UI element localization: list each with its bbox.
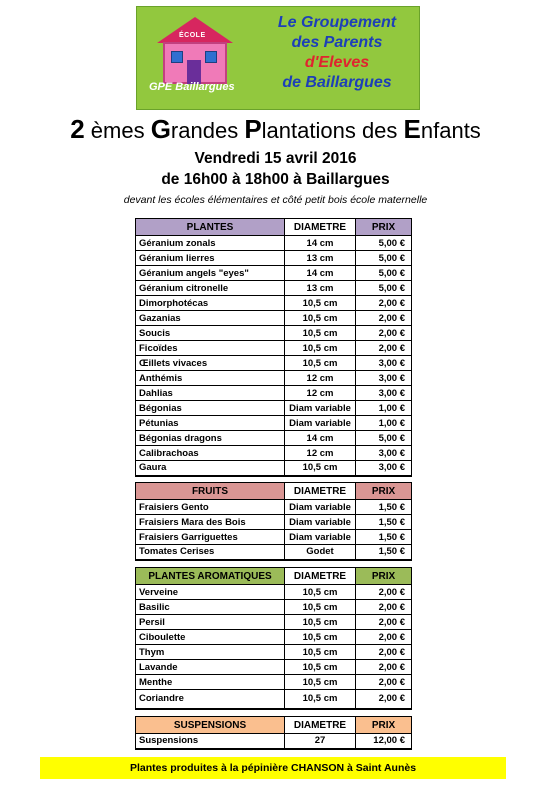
item-price: 2,00 € [356, 296, 412, 311]
category-header: FRUITS [136, 483, 285, 500]
item-name: Dimorphotécas [136, 296, 285, 311]
table-row [136, 600, 412, 615]
item-price: 1,00 € [356, 401, 412, 416]
table-row [136, 690, 412, 709]
table-row [136, 675, 412, 690]
table-row [136, 296, 412, 311]
item-diameter: Diam variable [285, 515, 356, 530]
item-price: 2,00 € [356, 311, 412, 326]
item-name: Basilic [136, 600, 285, 615]
item-price: 2,00 € [356, 341, 412, 356]
item-diameter: 10,5 cm [285, 326, 356, 341]
item-price: 2,00 € [356, 690, 412, 709]
item-diameter: 10,5 cm [285, 690, 356, 709]
table-row [136, 545, 412, 560]
item-name: Géranium angels "eyes" [136, 266, 285, 281]
table-row [136, 585, 412, 600]
item-name: Fraisiers Garriguettes [136, 530, 285, 545]
item-price: 3,00 € [356, 371, 412, 386]
table-row [136, 500, 412, 515]
item-diameter: 10,5 cm [285, 296, 356, 311]
event-time: de 16h00 à 18h00 à Baillargues [161, 171, 390, 188]
item-name: Tomates Cerises [136, 545, 285, 560]
item-name: Lavande [136, 660, 285, 675]
logo-line-2: des Parents [291, 34, 383, 51]
item-diameter: 10,5 cm [285, 615, 356, 630]
item-name: Coriandre [136, 690, 285, 709]
item-price: 2,00 € [356, 660, 412, 675]
table-header [136, 483, 412, 500]
item-name: Fraisiers Mara des Bois [136, 515, 285, 530]
item-price: 5,00 € [356, 266, 412, 281]
table-row [136, 660, 412, 675]
item-name: Ficoïdes [136, 341, 285, 356]
table-header [136, 568, 412, 585]
table-row [136, 236, 412, 251]
table-row [136, 530, 412, 545]
item-diameter: 27 [285, 734, 356, 749]
item-diameter: 12 cm [285, 386, 356, 401]
item-name: Gaura [136, 461, 285, 476]
item-diameter: 10,5 cm [285, 341, 356, 356]
table-row [136, 356, 412, 371]
item-price: 12,00 € [356, 734, 412, 749]
page-title: 2 èmes Grandes Plantations des Enfants [70, 114, 481, 144]
item-price: 3,00 € [356, 461, 412, 476]
item-name: Géranium zonals [136, 236, 285, 251]
item-price: 1,50 € [356, 530, 412, 545]
item-diameter: 10,5 cm [285, 461, 356, 476]
item-diameter: 14 cm [285, 431, 356, 446]
item-price: 5,00 € [356, 431, 412, 446]
item-diameter: 14 cm [285, 236, 356, 251]
fruits-table [135, 482, 412, 561]
item-price: 3,00 € [356, 386, 412, 401]
table-row [136, 431, 412, 446]
item-price: 2,00 € [356, 615, 412, 630]
item-name: Soucis [136, 326, 285, 341]
item-diameter: Diam variable [285, 401, 356, 416]
item-price: 1,50 € [356, 500, 412, 515]
item-name: Dahlias [136, 386, 285, 401]
logo-badge: GPE Baillargues [149, 81, 235, 93]
aromatiques-table [135, 567, 412, 710]
item-name: Menthe [136, 675, 285, 690]
item-name: Bégonias dragons [136, 431, 285, 446]
diametre-header: DIAMETRE [285, 568, 356, 585]
table-row [136, 386, 412, 401]
table-row [136, 461, 412, 476]
table-row [136, 371, 412, 386]
item-diameter: Diam variable [285, 416, 356, 431]
school-sign: ÉCOLE [179, 32, 206, 39]
item-price: 1,50 € [356, 515, 412, 530]
item-name: Bégonias [136, 401, 285, 416]
table-header [136, 219, 412, 236]
item-diameter: 10,5 cm [285, 356, 356, 371]
item-price: 2,00 € [356, 326, 412, 341]
diametre-header: DIAMETRE [285, 483, 356, 500]
item-diameter: Diam variable [285, 530, 356, 545]
category-header: PLANTES AROMATIQUES [136, 568, 285, 585]
item-diameter: Diam variable [285, 500, 356, 515]
item-diameter: 13 cm [285, 281, 356, 296]
item-name: Thym [136, 645, 285, 660]
table-row [136, 630, 412, 645]
item-name: Géranium citronelle [136, 281, 285, 296]
logo-line-1: Le Groupement [277, 14, 397, 31]
table-row [136, 401, 412, 416]
table-row [136, 251, 412, 266]
item-price: 5,00 € [356, 251, 412, 266]
logo-line-4: de Baillargues [282, 74, 392, 91]
item-diameter: 12 cm [285, 371, 356, 386]
suspensions-table [135, 716, 412, 750]
item-diameter: 10,5 cm [285, 660, 356, 675]
item-price: 3,00 € [356, 446, 412, 461]
item-diameter: 10,5 cm [285, 630, 356, 645]
item-name: Fraisiers Gento [136, 500, 285, 515]
prix-header: PRIX [356, 568, 412, 585]
table-row [136, 341, 412, 356]
table-row [136, 416, 412, 431]
item-name: Géranium lierres [136, 251, 285, 266]
category-header: PLANTES [136, 219, 285, 236]
prix-header: PRIX [356, 219, 412, 236]
item-diameter: 10,5 cm [285, 311, 356, 326]
item-name: Verveine [136, 585, 285, 600]
item-price: 2,00 € [356, 675, 412, 690]
item-price: 2,00 € [356, 630, 412, 645]
event-location: devant les écoles élémentaires et côté petit bois école maternelle [123, 194, 428, 206]
table-row [136, 615, 412, 630]
table-row [136, 281, 412, 296]
item-diameter: 10,5 cm [285, 600, 356, 615]
item-diameter: 12 cm [285, 446, 356, 461]
category-header: SUSPENSIONS [136, 717, 285, 734]
table-header [136, 717, 412, 734]
item-price: 1,50 € [356, 545, 412, 560]
plantes-table [135, 218, 412, 477]
item-name: Anthémis [136, 371, 285, 386]
prix-header: PRIX [356, 483, 412, 500]
diametre-header: DIAMETRE [285, 219, 356, 236]
table-row [136, 515, 412, 530]
item-diameter: 10,5 cm [285, 585, 356, 600]
item-name: Ciboulette [136, 630, 285, 645]
table-row [136, 446, 412, 461]
item-price: 2,00 € [356, 585, 412, 600]
item-price: 5,00 € [356, 281, 412, 296]
item-price: 1,00 € [356, 416, 412, 431]
item-name: Suspensions [136, 734, 285, 749]
gpe-logo [136, 6, 420, 110]
item-price: 2,00 € [356, 600, 412, 615]
item-price: 3,00 € [356, 356, 412, 371]
item-diameter: Godet [285, 545, 356, 560]
table-row [136, 311, 412, 326]
item-price: 2,00 € [356, 645, 412, 660]
item-name: Gazanias [136, 311, 285, 326]
diametre-header: DIAMETRE [285, 717, 356, 734]
footer-banner: Plantes produites à la pépinière CHANSON à Saint Aunès [40, 757, 506, 779]
table-row [136, 645, 412, 660]
item-name: Persil [136, 615, 285, 630]
logo-line-3: d'Eleves [304, 54, 370, 71]
item-name: Pétunias [136, 416, 285, 431]
item-diameter: 10,5 cm [285, 675, 356, 690]
prix-header: PRIX [356, 717, 412, 734]
table-row [136, 326, 412, 341]
event-date: Vendredi 15 avril 2016 [194, 150, 357, 167]
item-diameter: 10,5 cm [285, 645, 356, 660]
table-row [136, 734, 412, 749]
item-diameter: 13 cm [285, 251, 356, 266]
item-name: Œillets vivaces [136, 356, 285, 371]
item-diameter: 14 cm [285, 266, 356, 281]
table-row [136, 266, 412, 281]
item-price: 5,00 € [356, 236, 412, 251]
logo-wordmark [257, 13, 417, 93]
item-name: Calibrachoas [136, 446, 285, 461]
